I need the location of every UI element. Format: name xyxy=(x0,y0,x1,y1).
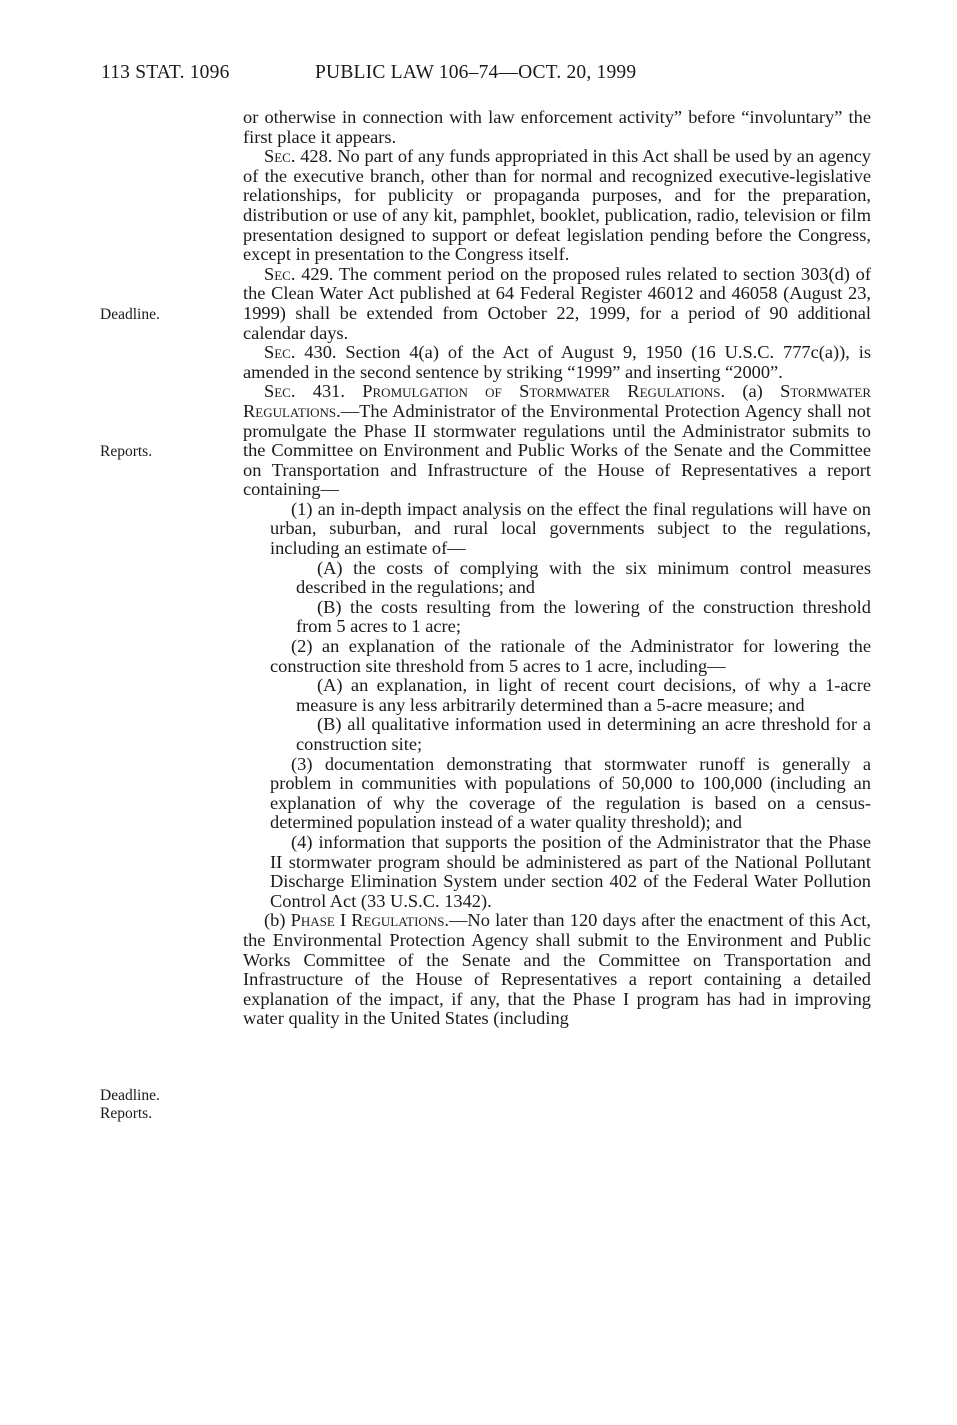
subparagraph-1a: (A) the costs of complying with the six minimum control measures described in the regulations; and xyxy=(296,557,871,598)
paragraph-2: (2) an explanation of the rationale of the Administrator for lowering the construction site threshold from 5 acres to 1 acre, including— xyxy=(270,636,871,676)
subsection-heading: Stormwater Regulations. xyxy=(243,381,871,421)
subparagraph-2b: (B) all qualitative information used in determining an acre threshold for a construction site; xyxy=(296,714,871,754)
paragraph-3: (3) documentation demonstrating that stormwater runoff is generally a problem in communities with populations of 50,000 to 100,000 (including an explanation of why the coverage of the regulation is based on a census-determined population instead of a water quality threshold); and xyxy=(270,753,871,833)
subparagraph-1b: (B) the costs resulting from the lowering of the construction threshold from 5 acres to 1 acre; xyxy=(296,596,871,637)
subparagraph-2a: (A) an explanation, in light of recent court decisions, of why a 1-acre measure is any less arbitrarily determined than a 5-acre measure; and xyxy=(296,675,871,715)
subsection-b: (b) Phase I Regulations.—No later than 120 days after the enactment of this Act, the Environmental Protection Agency shall submit to the Environment and Public Works Committee of the Senate and the Committee on Transportation and Infrastructure of the House of Representatives a report containing a detailed explanation of the impact, if any, that the Phase I program has had in improving water quality in the United States (including xyxy=(243,910,872,1029)
section-429: Sec. 429. The comment period on the proposed rules related to section 303(d) of the Clean Water Act published at 64 Federal Register 46012 and 46058 (August 23, 1999) shall be extended from October 22, 1999, for a period of 90 additional calendar days. xyxy=(243,263,872,343)
section-431: Sec. 431. Promulgation of Stormwater Regulations. (a) Stormwater Regulations.—The Administrator of the Environmental Protection Agency shall not promulgate the Phase II stormwater regulations until the Administrator submits to the Committee on Environment and Public Works of the Senate and the Committee on Transportation and Infrastructure of the House of Representatives a report containing— xyxy=(243,381,871,500)
margin-note-reports: Reports. xyxy=(100,443,153,460)
body-text xyxy=(243,108,871,1029)
paragraph-1: (1) an in-depth impact analysis on the effect the final regulations will have on urban, suburban, and rural local governments subject to the regulations, including an estimate of— xyxy=(270,498,871,559)
page-folio: 113 STAT. 1096 xyxy=(101,62,230,83)
law-citation: PUBLIC LAW 106–74—OCT. 20, 1999 xyxy=(315,62,637,83)
paragraph-continuation: or otherwise in connection with law enforcement activity” before “involuntary” the first place it appears. xyxy=(243,107,871,147)
section-number: Sec. 429. xyxy=(264,263,334,284)
section-428: Sec. 428. No part of any funds appropriated in this Act shall be used by an agency of the executive branch, other than for normal and recognized executive-legislative relationships, for publicity or propaganda purposes, and for the preparation, distribution or use of any kit, pamphlet, booklet, publication, radio, television or film presentation designed to support or defeat legislation pending before the Congress, except in presentation to the Congress itself. xyxy=(243,146,872,265)
section-number: Sec. 428. xyxy=(264,146,333,167)
margin-note-reports: Reports. xyxy=(100,1105,153,1122)
margin-note-deadline: Deadline. xyxy=(100,1087,160,1104)
paragraph-4: (4) information that supports the position of the Administrator that the Phase II stormwater program should be administered as part of the National Pollutant Discharge Elimination System under section 402 of the Federal Water Pollution Control Act (33 U.S.C. 1342). xyxy=(270,831,871,911)
subsection-heading: Phase I Regulations. xyxy=(290,910,450,931)
margin-note-deadline: Deadline. xyxy=(100,306,160,323)
section-430: Sec. 430. Section 4(a) of the Act of August 9, 1950 (16 U.S.C. 777c(a)), is amended in the second sentence by striking “1999” and inserting “2000”. xyxy=(243,342,872,382)
section-number: Sec. 430. xyxy=(264,342,337,363)
section-heading: Promulgation of Stormwater Regulations. xyxy=(362,381,726,402)
section-number: Sec. 431. xyxy=(264,381,345,402)
